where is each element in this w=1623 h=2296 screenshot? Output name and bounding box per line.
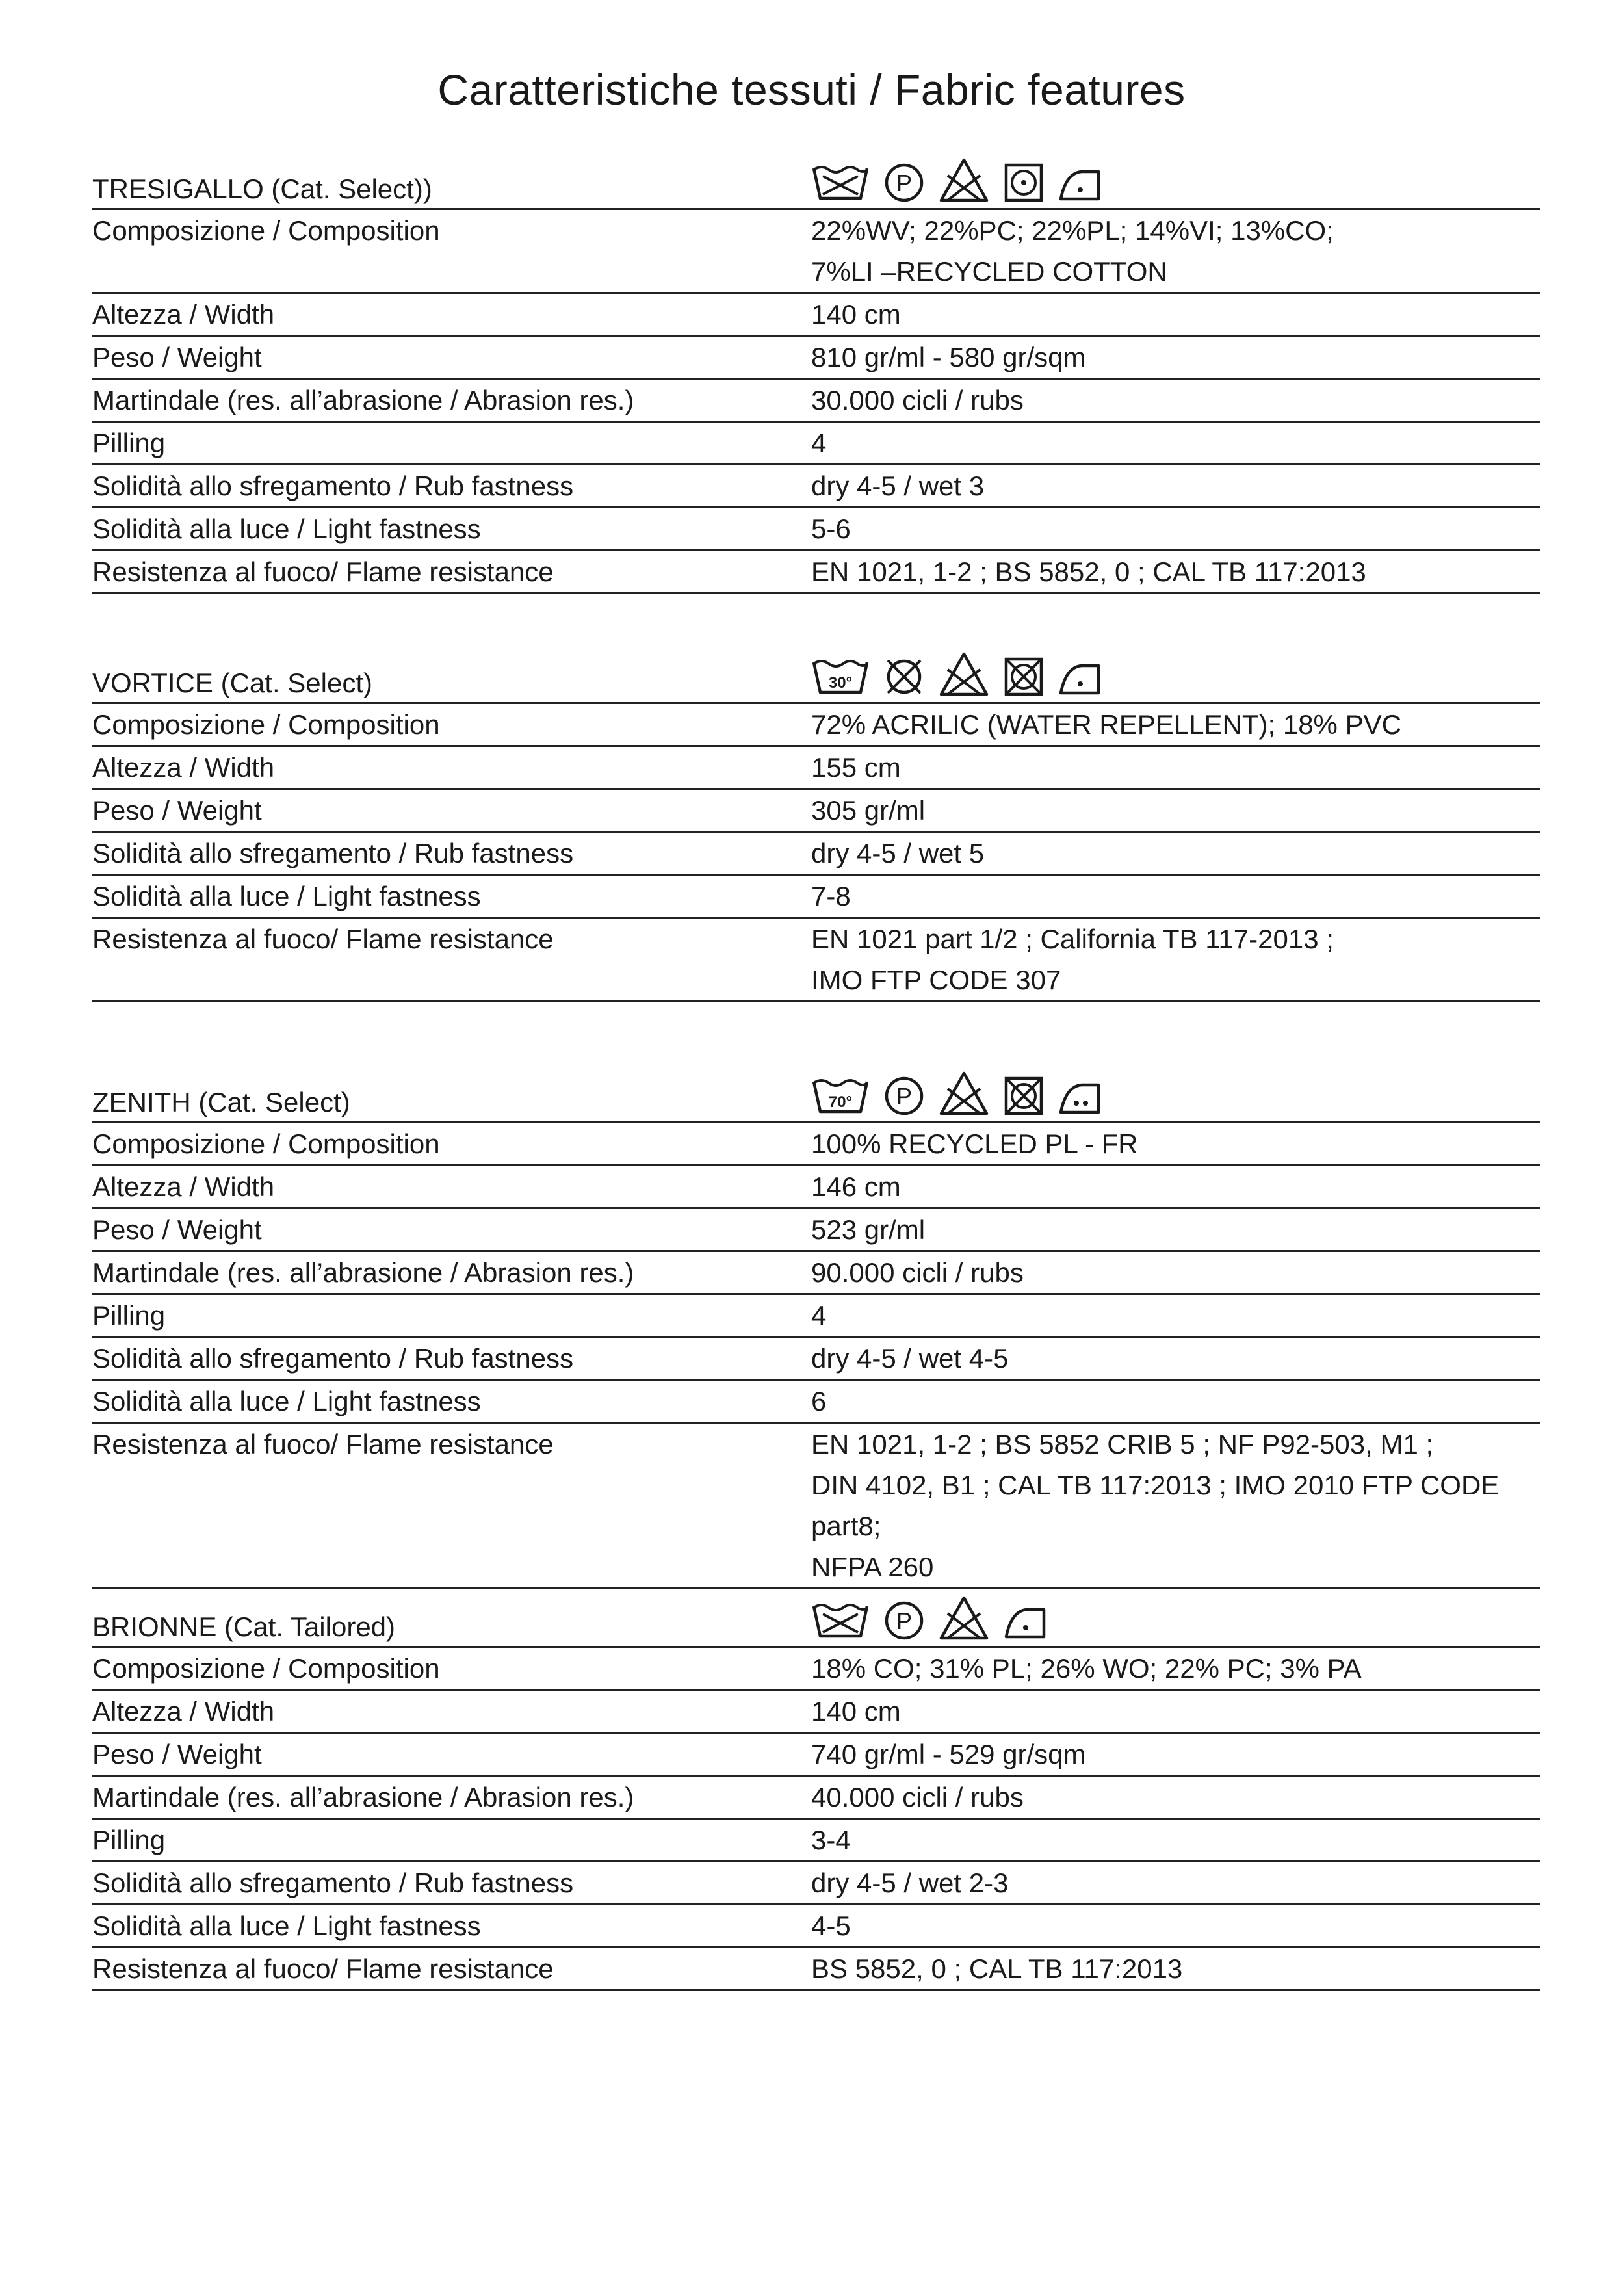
- row-label: Composizione / Composition: [92, 215, 440, 246]
- care-icons: [811, 642, 1101, 697]
- row-label: Composizione / Composition: [92, 709, 440, 740]
- row-value: dry 4-5 / wet 3: [811, 471, 985, 501]
- tumble-dry-icon: [1004, 163, 1044, 203]
- row-label: Martindale (res. all’abrasione / Abrasion res.): [92, 1782, 634, 1812]
- row-value: 6: [811, 1386, 827, 1416]
- row-value: 30.000 cicli / rubs: [811, 385, 1024, 415]
- wash-hand-icon: [811, 163, 870, 203]
- table-row: [92, 747, 1540, 790]
- row-value: 3-4: [811, 1825, 851, 1855]
- wash-hand-icon: [811, 1600, 870, 1641]
- no-tumble-dry-icon: [1004, 657, 1044, 697]
- care-icons: [811, 1062, 1101, 1116]
- iron-low-icon: [1058, 659, 1101, 697]
- wash-70-icon: [811, 1076, 870, 1116]
- dryclean-p-icon: [884, 163, 924, 203]
- table-row: [92, 551, 1540, 594]
- row-label: Solidità alla luce / Light fastness: [92, 1386, 481, 1416]
- row-value: dry 4-5 / wet 5: [811, 838, 985, 868]
- table-row: [92, 1209, 1540, 1252]
- table-row: [92, 1166, 1540, 1209]
- table-row: [92, 1338, 1540, 1381]
- iron-low-icon: [1058, 165, 1101, 203]
- row-label: Peso / Weight: [92, 795, 262, 826]
- row-value: 305 gr/ml: [811, 795, 926, 826]
- row-label: Altezza / Width: [92, 1171, 275, 1202]
- row-label: Pilling: [92, 428, 166, 458]
- row-label: Composizione / Composition: [92, 1653, 440, 1684]
- table-row: [92, 1648, 1540, 1691]
- wash-temp-label: 70°: [828, 1093, 853, 1111]
- no-bleach-icon: [939, 157, 989, 203]
- row-value: 523 gr/ml: [811, 1214, 926, 1245]
- table-row: [92, 1123, 1540, 1166]
- fabric-name: TRESIGALLO (Cat. Select)): [92, 174, 432, 204]
- row-label: Altezza / Width: [92, 299, 275, 330]
- row-label: Resistenza al fuoco/ Flame resistance: [92, 1953, 554, 1984]
- table-row: [92, 1777, 1540, 1820]
- row-value: 18% CO; 31% PL; 26% WO; 22% PC; 3% PA: [811, 1653, 1362, 1684]
- table-row: [92, 1295, 1540, 1338]
- table-row: [92, 210, 1540, 294]
- row-label: Resistenza al fuoco/ Flame resistance: [92, 924, 554, 954]
- table-row: [92, 1734, 1540, 1777]
- fabric-name: BRIONNE (Cat. Tailored): [92, 1611, 396, 1642]
- table-row: [92, 1691, 1540, 1734]
- row-value: 740 gr/ml - 529 gr/sqm: [811, 1739, 1086, 1769]
- row-label: Martindale (res. all’abrasione / Abrasion res.): [92, 1257, 634, 1288]
- row-label: Altezza / Width: [92, 1696, 275, 1727]
- row-value: 5-6: [811, 514, 851, 544]
- row-value: 100% RECYCLED PL - FR: [811, 1128, 1138, 1159]
- row-value: 4: [811, 428, 827, 458]
- row-value: 146 cm: [811, 1171, 901, 1202]
- row-value: 4: [811, 1300, 827, 1331]
- fabric-section-brionne: [92, 1568, 1540, 1991]
- row-value: 810 gr/ml - 580 gr/sqm: [811, 342, 1086, 372]
- row-value: EN 1021, 1-2 ; BS 5852 CRIB 5 ; NF P92-503, M1 ; DIN 4102, B1 ; CAL TB 117:2013 ; IMO 2010 FTP CODE part8; NFPA 260: [811, 1429, 1500, 1582]
- table-row: [92, 704, 1540, 747]
- wash-30-icon: [811, 657, 870, 697]
- fabric-section-zenith: [92, 1043, 1540, 1589]
- table-row: [92, 1905, 1540, 1948]
- row-label: Pilling: [92, 1300, 166, 1331]
- row-value: EN 1021, 1-2 ; BS 5852, 0 ; CAL TB 117:2013: [811, 556, 1366, 587]
- no-bleach-icon: [939, 1595, 989, 1641]
- row-label: Peso / Weight: [92, 1214, 262, 1245]
- table-row: [92, 919, 1540, 1002]
- row-value: 155 cm: [811, 752, 901, 783]
- row-value: dry 4-5 / wet 4-5: [811, 1343, 1009, 1374]
- dryclean-p-icon: [884, 1076, 924, 1116]
- row-value: 90.000 cicli / rubs: [811, 1257, 1024, 1288]
- iron-medium-icon: [1058, 1078, 1101, 1116]
- fabric-name: VORTICE (Cat. Select): [92, 668, 372, 698]
- fabric-name: ZENITH (Cat. Select): [92, 1087, 350, 1117]
- iron-low-icon: [1004, 1603, 1046, 1641]
- row-value: 22%WV; 22%PC; 22%PL; 14%VI; 13%CO; 7%LI –RECYCLED COTTON: [811, 215, 1334, 287]
- row-label: Peso / Weight: [92, 1739, 262, 1769]
- page-title: Caratteristiche tessuti / Fabric features: [437, 66, 1186, 114]
- table-row: [92, 337, 1540, 380]
- table-row: [92, 1252, 1540, 1295]
- table-row: [92, 380, 1540, 423]
- row-label: Resistenza al fuoco/ Flame resistance: [92, 556, 554, 587]
- table-row: [92, 1948, 1540, 1991]
- no-bleach-icon: [939, 651, 989, 697]
- no-dryclean-icon: [884, 657, 924, 697]
- row-label: Peso / Weight: [92, 342, 262, 372]
- row-value: 40.000 cicli / rubs: [811, 1782, 1024, 1812]
- row-value: BS 5852, 0 ; CAL TB 117:2013: [811, 1953, 1183, 1984]
- row-value: dry 4-5 / wet 2-3: [811, 1868, 1009, 1898]
- fabric-section-vortice: [92, 624, 1540, 1002]
- table-row: [92, 1820, 1540, 1862]
- svg-text:P: P: [896, 1608, 913, 1634]
- row-label: Solidità alla luce / Light fastness: [92, 514, 481, 544]
- svg-text:P: P: [896, 1083, 913, 1110]
- row-value: EN 1021 part 1/2 ; California TB 117-2013 ; IMO FTP CODE 307: [811, 924, 1334, 995]
- care-icons: [811, 1586, 1046, 1641]
- table-row: [92, 1862, 1540, 1905]
- table-row: [92, 833, 1540, 876]
- row-label: Solidità allo sfregamento / Rub fastness: [92, 471, 574, 501]
- table-row: [92, 508, 1540, 551]
- svg-text:P: P: [896, 170, 913, 196]
- row-label: Solidità allo sfregamento / Rub fastness: [92, 1868, 574, 1898]
- dryclean-p-icon: [884, 1600, 924, 1641]
- table-row: [92, 423, 1540, 465]
- row-label: Martindale (res. all’abrasione / Abrasion res.): [92, 385, 634, 415]
- table-row: [92, 790, 1540, 833]
- row-label: Resistenza al fuoco/ Flame resistance: [92, 1429, 554, 1459]
- row-value: 7-8: [811, 881, 851, 911]
- table-row: [92, 876, 1540, 919]
- no-tumble-dry-icon: [1004, 1076, 1044, 1116]
- row-value: 4-5: [811, 1911, 851, 1941]
- table-row: [92, 294, 1540, 337]
- wash-temp-label: 30°: [828, 674, 853, 692]
- row-label: Pilling: [92, 1825, 166, 1855]
- table-row: [92, 1381, 1540, 1424]
- table-row: [92, 1424, 1540, 1589]
- no-bleach-icon: [939, 1071, 989, 1116]
- row-value: 140 cm: [811, 1696, 901, 1727]
- row-label: Solidità alla luce / Light fastness: [92, 1911, 481, 1941]
- row-value: 72% ACRILIC (WATER REPELLENT); 18% PVC: [811, 709, 1401, 740]
- care-icons: [811, 148, 1101, 203]
- fabric-section-tresigallo: [92, 130, 1540, 594]
- row-value: 140 cm: [811, 299, 901, 330]
- row-label: Solidità alla luce / Light fastness: [92, 881, 481, 911]
- row-label: Composizione / Composition: [92, 1128, 440, 1159]
- table-row: [92, 465, 1540, 508]
- row-label: Solidità allo sfregamento / Rub fastness: [92, 1343, 574, 1374]
- row-label: Solidità allo sfregamento / Rub fastness: [92, 838, 574, 868]
- row-label: Altezza / Width: [92, 752, 275, 783]
